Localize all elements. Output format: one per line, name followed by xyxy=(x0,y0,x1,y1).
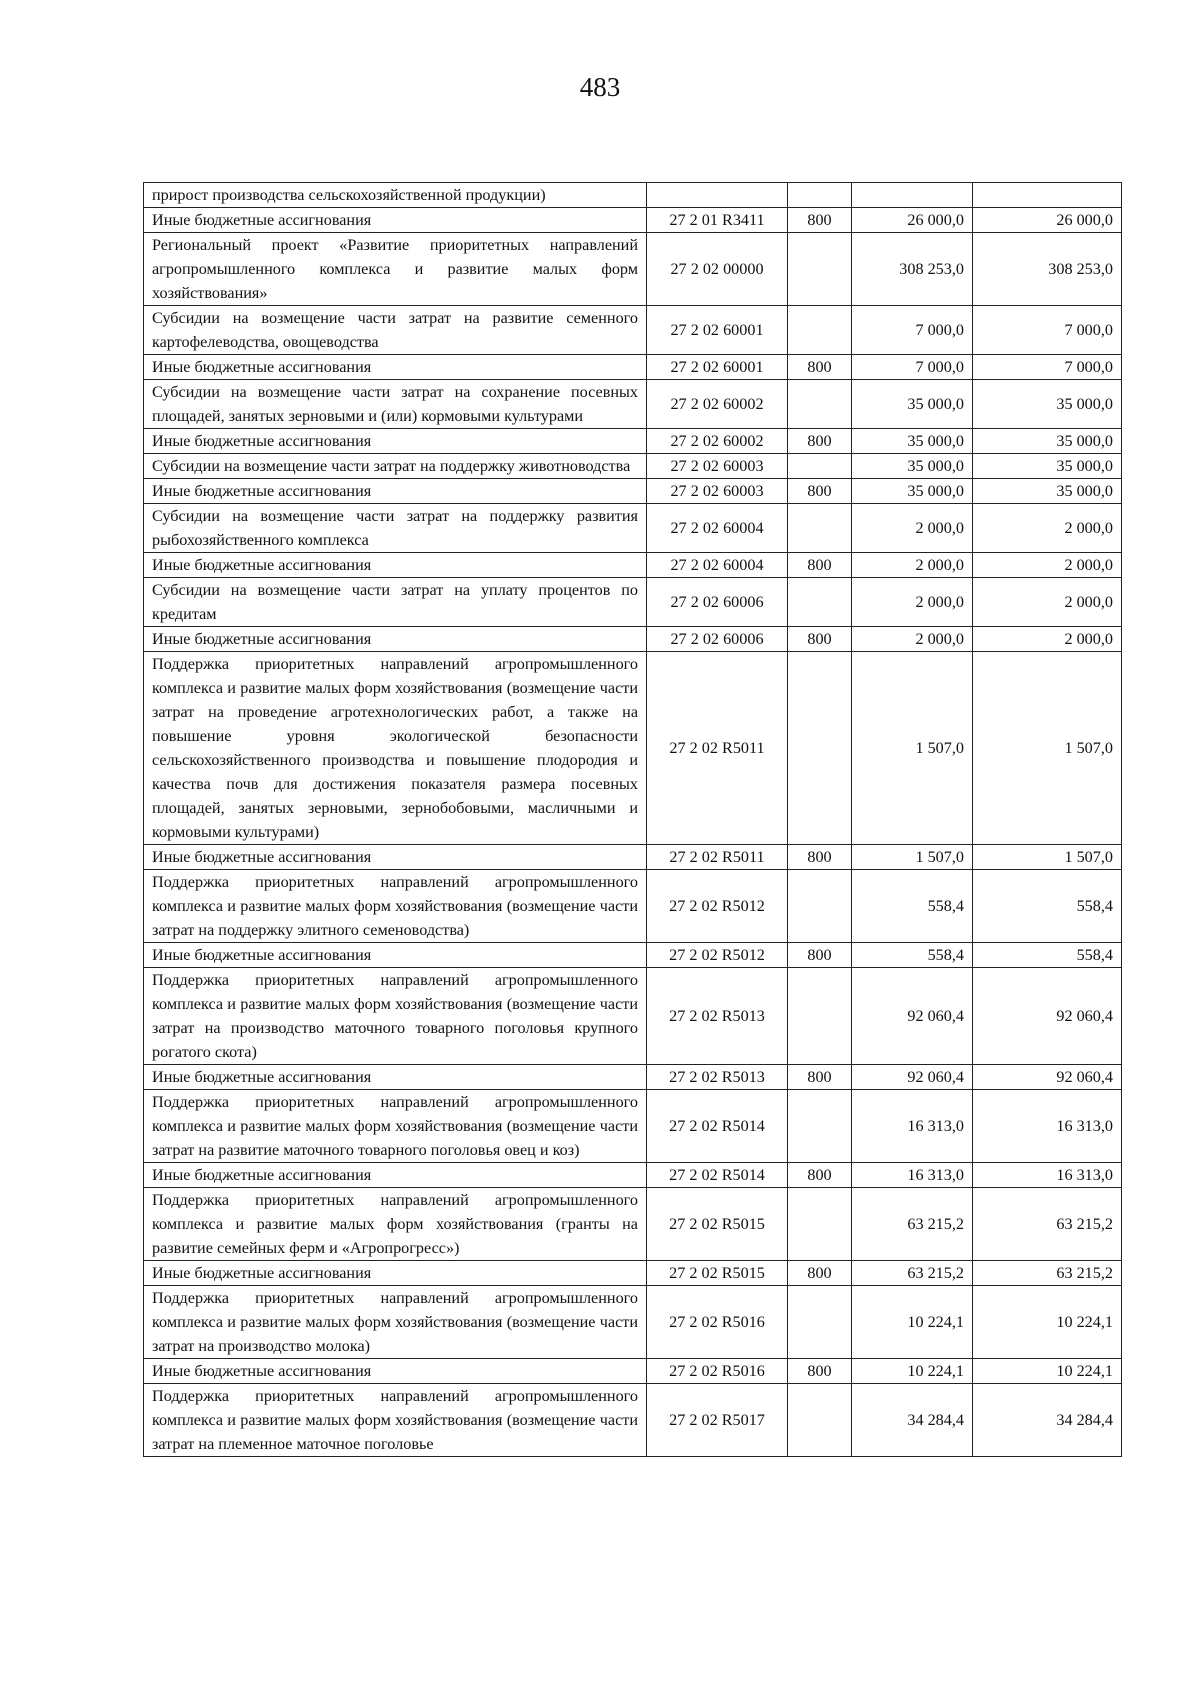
target-article-code-cell: 27 2 02 60002 xyxy=(647,429,788,454)
expense-type-cell xyxy=(788,1384,852,1457)
amount-second-cell: 34 284,4 xyxy=(973,1384,1122,1457)
expense-name-cell: Иные бюджетные ассигнования xyxy=(144,845,647,870)
expense-name-cell: Иные бюджетные ассигнования xyxy=(144,1359,647,1384)
expense-name-cell: Иные бюджетные ассигнования xyxy=(144,355,647,380)
amount-second-cell: 92 060,4 xyxy=(973,1065,1122,1090)
amount-second-cell: 558,4 xyxy=(973,943,1122,968)
expense-name-cell: Иные бюджетные ассигнования xyxy=(144,1065,647,1090)
table-row xyxy=(144,1188,1122,1261)
table-row xyxy=(144,870,1122,943)
expense-type-cell: 800 xyxy=(788,845,852,870)
amount-second-cell: 16 313,0 xyxy=(973,1090,1122,1163)
amount-first-cell: 1 507,0 xyxy=(852,652,973,845)
amount-second-cell: 10 224,1 xyxy=(973,1359,1122,1384)
expense-name-cell: Региональный проект «Развитие приоритетных направлений агропромышленного комплекса и развитие малых форм хозяйствования» xyxy=(144,233,647,306)
table-row xyxy=(144,479,1122,504)
amount-first-cell: 10 224,1 xyxy=(852,1359,973,1384)
amount-first-cell: 558,4 xyxy=(852,870,973,943)
amount-second-cell: 10 224,1 xyxy=(973,1286,1122,1359)
amount-second-cell: 16 313,0 xyxy=(973,1163,1122,1188)
target-article-code-cell: 27 2 02 R5013 xyxy=(647,1065,788,1090)
expense-type-cell xyxy=(788,183,852,208)
target-article-code-cell: 27 2 02 R5013 xyxy=(647,968,788,1065)
table-row xyxy=(144,504,1122,553)
target-article-code-cell: 27 2 02 60006 xyxy=(647,578,788,627)
table-row xyxy=(144,627,1122,652)
table-row xyxy=(144,1384,1122,1457)
target-article-code-cell: 27 2 01 R3411 xyxy=(647,208,788,233)
target-article-code-cell: 27 2 02 R5011 xyxy=(647,652,788,845)
amount-first-cell: 63 215,2 xyxy=(852,1188,973,1261)
amount-first-cell: 35 000,0 xyxy=(852,454,973,479)
target-article-code-cell: 27 2 02 60001 xyxy=(647,306,788,355)
expense-name-cell: Иные бюджетные ассигнования xyxy=(144,208,647,233)
table-row xyxy=(144,943,1122,968)
amount-second-cell: 558,4 xyxy=(973,870,1122,943)
table-row xyxy=(144,233,1122,306)
amount-first-cell: 7 000,0 xyxy=(852,306,973,355)
expense-name-cell: Субсидии на возмещение части затрат на уплату процентов по кредитам xyxy=(144,578,647,627)
expense-type-cell xyxy=(788,504,852,553)
amount-first-cell: 35 000,0 xyxy=(852,429,973,454)
expense-type-cell: 800 xyxy=(788,627,852,652)
amount-second-cell: 2 000,0 xyxy=(973,578,1122,627)
target-article-code-cell: 27 2 02 60004 xyxy=(647,504,788,553)
expense-type-cell xyxy=(788,454,852,479)
table-row xyxy=(144,429,1122,454)
expense-type-cell xyxy=(788,578,852,627)
amount-second-cell xyxy=(973,183,1122,208)
amount-first-cell: 63 215,2 xyxy=(852,1261,973,1286)
target-article-code-cell: 27 2 02 R5011 xyxy=(647,845,788,870)
table-row xyxy=(144,306,1122,355)
amount-second-cell: 35 000,0 xyxy=(973,429,1122,454)
amount-first-cell: 35 000,0 xyxy=(852,479,973,504)
expense-type-cell: 800 xyxy=(788,553,852,578)
expense-type-cell xyxy=(788,233,852,306)
expense-type-cell xyxy=(788,652,852,845)
target-article-code-cell: 27 2 02 R5012 xyxy=(647,870,788,943)
amount-first-cell: 2 000,0 xyxy=(852,553,973,578)
amount-first-cell: 34 284,4 xyxy=(852,1384,973,1457)
amount-second-cell: 35 000,0 xyxy=(973,454,1122,479)
amount-first-cell: 2 000,0 xyxy=(852,627,973,652)
target-article-code-cell: 27 2 02 60004 xyxy=(647,553,788,578)
table-row xyxy=(144,1286,1122,1359)
expense-name-cell: Поддержка приоритетных направлений агропромышленного комплекса и развитие малых форм хозяйствования (возмещение части затрат на производство маточного товарного поголовья крупного рогатого скота) xyxy=(144,968,647,1065)
table-row xyxy=(144,1261,1122,1286)
amount-second-cell: 308 253,0 xyxy=(973,233,1122,306)
amount-second-cell: 2 000,0 xyxy=(973,504,1122,553)
expense-name-cell: Иные бюджетные ассигнования xyxy=(144,553,647,578)
amount-first-cell: 92 060,4 xyxy=(852,968,973,1065)
expense-type-cell xyxy=(788,380,852,429)
table-row xyxy=(144,355,1122,380)
table-row xyxy=(144,578,1122,627)
target-article-code-cell: 27 2 02 R5016 xyxy=(647,1359,788,1384)
expense-type-cell: 800 xyxy=(788,208,852,233)
amount-second-cell: 26 000,0 xyxy=(973,208,1122,233)
budget-table xyxy=(143,182,1122,1457)
expense-name-cell: прирост производства сельскохозяйственной продукции) xyxy=(144,183,647,208)
expense-name-cell: Иные бюджетные ассигнования xyxy=(144,479,647,504)
expense-type-cell: 800 xyxy=(788,1163,852,1188)
table-row xyxy=(144,380,1122,429)
expense-name-cell: Поддержка приоритетных направлений агропромышленного комплекса и развитие малых форм хозяйствования (возмещение части затрат на производство молока) xyxy=(144,1286,647,1359)
table-row xyxy=(144,208,1122,233)
budget-table-body xyxy=(144,183,1122,1457)
expense-name-cell: Субсидии на возмещение части затрат на развитие семенного картофелеводства, овощеводства xyxy=(144,306,647,355)
table-row xyxy=(144,1163,1122,1188)
expense-name-cell: Субсидии на возмещение части затрат на сохранение посевных площадей, занятых зерновыми и (или) кормовыми культурами xyxy=(144,380,647,429)
expense-name-cell: Иные бюджетные ассигнования xyxy=(144,627,647,652)
expense-name-cell: Иные бюджетные ассигнования xyxy=(144,1261,647,1286)
target-article-code-cell: 27 2 02 R5015 xyxy=(647,1261,788,1286)
target-article-code-cell: 27 2 02 R5017 xyxy=(647,1384,788,1457)
target-article-code-cell: 27 2 02 R5014 xyxy=(647,1163,788,1188)
amount-first-cell xyxy=(852,183,973,208)
table-row xyxy=(144,1065,1122,1090)
expense-type-cell xyxy=(788,306,852,355)
target-article-code-cell: 27 2 02 60006 xyxy=(647,627,788,652)
target-article-code-cell: 27 2 02 R5016 xyxy=(647,1286,788,1359)
amount-first-cell: 1 507,0 xyxy=(852,845,973,870)
target-article-code-cell xyxy=(647,183,788,208)
target-article-code-cell: 27 2 02 R5014 xyxy=(647,1090,788,1163)
expense-type-cell: 800 xyxy=(788,1359,852,1384)
amount-first-cell: 7 000,0 xyxy=(852,355,973,380)
amount-first-cell: 2 000,0 xyxy=(852,504,973,553)
amount-first-cell: 308 253,0 xyxy=(852,233,973,306)
target-article-code-cell: 27 2 02 60002 xyxy=(647,380,788,429)
expense-name-cell: Поддержка приоритетных направлений агропромышленного комплекса и развитие малых форм хозяйствования (возмещение части затрат на поддержку элитного семеноводства) xyxy=(144,870,647,943)
expense-name-cell: Поддержка приоритетных направлений агропромышленного комплекса и развитие малых форм хозяйствования (возмещение части затрат на развитие маточного товарного поголовья овец и коз) xyxy=(144,1090,647,1163)
table-row xyxy=(144,1090,1122,1163)
expense-name-cell: Иные бюджетные ассигнования xyxy=(144,1163,647,1188)
target-article-code-cell: 27 2 02 R5012 xyxy=(647,943,788,968)
expense-name-cell: Субсидии на возмещение части затрат на поддержку животноводства xyxy=(144,454,647,479)
expense-type-cell: 800 xyxy=(788,1261,852,1286)
expense-type-cell xyxy=(788,968,852,1065)
amount-second-cell: 35 000,0 xyxy=(973,380,1122,429)
expense-type-cell xyxy=(788,870,852,943)
amount-second-cell: 1 507,0 xyxy=(973,652,1122,845)
amount-second-cell: 35 000,0 xyxy=(973,479,1122,504)
expense-type-cell xyxy=(788,1286,852,1359)
table-row xyxy=(144,845,1122,870)
amount-second-cell: 1 507,0 xyxy=(973,845,1122,870)
table-row xyxy=(144,968,1122,1065)
expense-name-cell: Субсидии на возмещение части затрат на поддержку развития рыбохозяйственного комплекса xyxy=(144,504,647,553)
expense-name-cell: Поддержка приоритетных направлений агропромышленного комплекса и развитие малых форм хозяйствования (гранты на развитие семейных ферм и «Агропрогресс») xyxy=(144,1188,647,1261)
expense-type-cell: 800 xyxy=(788,429,852,454)
expense-name-cell: Поддержка приоритетных направлений агропромышленного комплекса и развитие малых форм хозяйствования (возмещение части затрат на племенное маточное поголовье xyxy=(144,1384,647,1457)
target-article-code-cell: 27 2 02 60001 xyxy=(647,355,788,380)
target-article-code-cell: 27 2 02 00000 xyxy=(647,233,788,306)
amount-second-cell: 2 000,0 xyxy=(973,553,1122,578)
amount-second-cell: 7 000,0 xyxy=(973,355,1122,380)
expense-type-cell xyxy=(788,1090,852,1163)
amount-first-cell: 92 060,4 xyxy=(852,1065,973,1090)
table-row xyxy=(144,553,1122,578)
amount-first-cell: 2 000,0 xyxy=(852,578,973,627)
amount-second-cell: 92 060,4 xyxy=(973,968,1122,1065)
amount-second-cell: 7 000,0 xyxy=(973,306,1122,355)
target-article-code-cell: 27 2 02 60003 xyxy=(647,479,788,504)
amount-second-cell: 2 000,0 xyxy=(973,627,1122,652)
table-row xyxy=(144,183,1122,208)
expense-type-cell xyxy=(788,1188,852,1261)
amount-second-cell: 63 215,2 xyxy=(973,1261,1122,1286)
target-article-code-cell: 27 2 02 60003 xyxy=(647,454,788,479)
amount-second-cell: 63 215,2 xyxy=(973,1188,1122,1261)
amount-first-cell: 35 000,0 xyxy=(852,380,973,429)
expense-type-cell: 800 xyxy=(788,355,852,380)
amount-first-cell: 558,4 xyxy=(852,943,973,968)
table-row xyxy=(144,454,1122,479)
amount-first-cell: 26 000,0 xyxy=(852,208,973,233)
table-row xyxy=(144,1359,1122,1384)
table-row xyxy=(144,652,1122,845)
expense-name-cell: Иные бюджетные ассигнования xyxy=(144,943,647,968)
amount-first-cell: 10 224,1 xyxy=(852,1286,973,1359)
page-number: 483 xyxy=(579,72,621,102)
amount-first-cell: 16 313,0 xyxy=(852,1163,973,1188)
target-article-code-cell: 27 2 02 R5015 xyxy=(647,1188,788,1261)
expense-name-cell: Поддержка приоритетных направлений агропромышленного комплекса и развитие малых форм хозяйствования (возмещение части затрат на проведение агротехнологических работ, а также на повышение уровня экологической безопасности сельскохозяйственного производства и повышение плодородия и качества почв для достижения показателя размера посевных площадей, занятых зерновыми, зернобобовыми, масличными и кормовыми культурами) xyxy=(144,652,647,845)
expense-type-cell: 800 xyxy=(788,943,852,968)
expense-name-cell: Иные бюджетные ассигнования xyxy=(144,429,647,454)
expense-type-cell: 800 xyxy=(788,1065,852,1090)
expense-type-cell: 800 xyxy=(788,479,852,504)
amount-first-cell: 16 313,0 xyxy=(852,1090,973,1163)
